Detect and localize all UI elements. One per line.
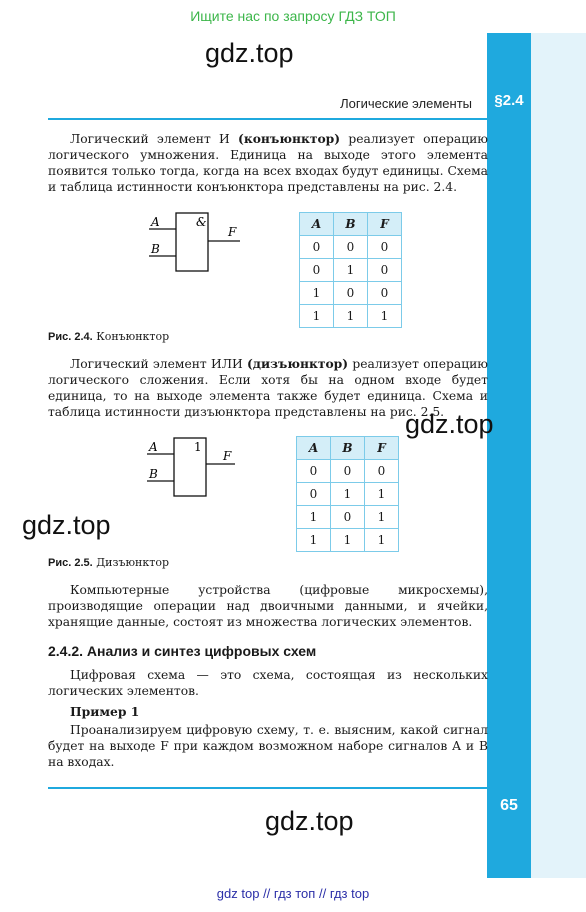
table-row: 0 0 0	[300, 236, 402, 259]
paragraph-and: Логический элемент И (конъюнктор) реализует операцию логического умножения. Единица на выходе этого элемента появится только тогда, когда на всех входах будут единицы. Схема и таблица истинности конъюнктора представлены на рис. 2.4.	[48, 131, 489, 194]
page-number: 65	[500, 797, 518, 814]
watermark: gdz.top	[205, 38, 294, 68]
subsection-title: 2.4.2. Анализ и синтез цифровых схем	[48, 643, 317, 659]
or-gate-diagram	[143, 434, 243, 500]
term-disjunctor: (дизъюнктор)	[246, 356, 349, 371]
figure-caption-2-4: Рис. 2.4. Конъюнктор	[48, 330, 170, 343]
label-b: B	[151, 242, 160, 256]
footer-link[interactable]: gdz top	[216, 886, 260, 901]
table-row: 1 0 0	[300, 282, 402, 305]
table-row: 1 1 1	[297, 529, 399, 552]
gate-symbol: &	[196, 215, 207, 229]
table-row: 0 1 1	[297, 483, 399, 506]
label-a: A	[151, 215, 160, 229]
figure-caption-2-5: Рис. 2.5. Дизъюнктор	[48, 556, 169, 569]
truth-table-or: A B F 0 0 0 0 1 1 1 0 1 1 1 1	[296, 436, 399, 552]
running-header: Логические элементы	[340, 96, 472, 111]
watermark: gdz.top	[265, 806, 354, 836]
label-f: F	[228, 225, 237, 239]
watermark: gdz.top	[405, 409, 494, 439]
label-f: F	[223, 449, 232, 463]
paragraph-circuit-def: Цифровая схема — это схема, состоящая из нескольких логических элементов.	[48, 668, 488, 698]
table-row: 0 1 0	[300, 259, 402, 282]
paragraph-or: Логический элемент ИЛИ (дизъюнктор) реализует операцию логического сложения. Если хотя бы на одном входе будет единица, то на выходе элемента также будет единица. Схема и таблица истинности дизъюнктора представлены на рис. 2.5.	[48, 356, 489, 419]
side-strip-accent	[487, 33, 531, 878]
paragraph-example: Проанализируем цифровую схему, т. е. выясним, какой сигнал будет на выходе F при каждом возможном наборе сигналов A и B на входах.	[48, 723, 488, 769]
and-gate-diagram	[145, 208, 245, 276]
watermark: gdz.top	[22, 510, 111, 540]
footer-links	[0, 886, 586, 901]
footer-separator: //	[318, 886, 327, 901]
footer-link[interactable]: гдз top	[329, 886, 370, 901]
table-row: 1 1 1	[300, 305, 402, 328]
footer-rule	[48, 787, 487, 789]
gate-symbol: 1	[194, 440, 202, 454]
label-a: A	[149, 440, 158, 454]
table-row: 1 0 1	[297, 506, 399, 529]
table-row: 0 0 0	[297, 460, 399, 483]
footer-link[interactable]: гдз топ	[273, 886, 316, 901]
term-conjunctor: (конъюнктор)	[238, 131, 341, 146]
footer-separator: //	[263, 886, 271, 901]
header-rule	[48, 118, 487, 120]
paragraph-devices: Компьютерные устройства (цифровые микросхемы), производящие операции над двоичными данными, и ячейки, хранящие данные, состоят из множества логических элементов.	[48, 583, 488, 629]
label-b: B	[149, 467, 158, 481]
promo-banner[interactable]: Ищите нас по запросу ГДЗ ТОП	[190, 8, 396, 24]
example-title: Пример 1	[70, 704, 140, 719]
truth-table-and: A B F 0 0 0 0 1 0 1 0 0 1 1 1	[299, 212, 402, 328]
section-number: §2.4	[494, 92, 524, 109]
